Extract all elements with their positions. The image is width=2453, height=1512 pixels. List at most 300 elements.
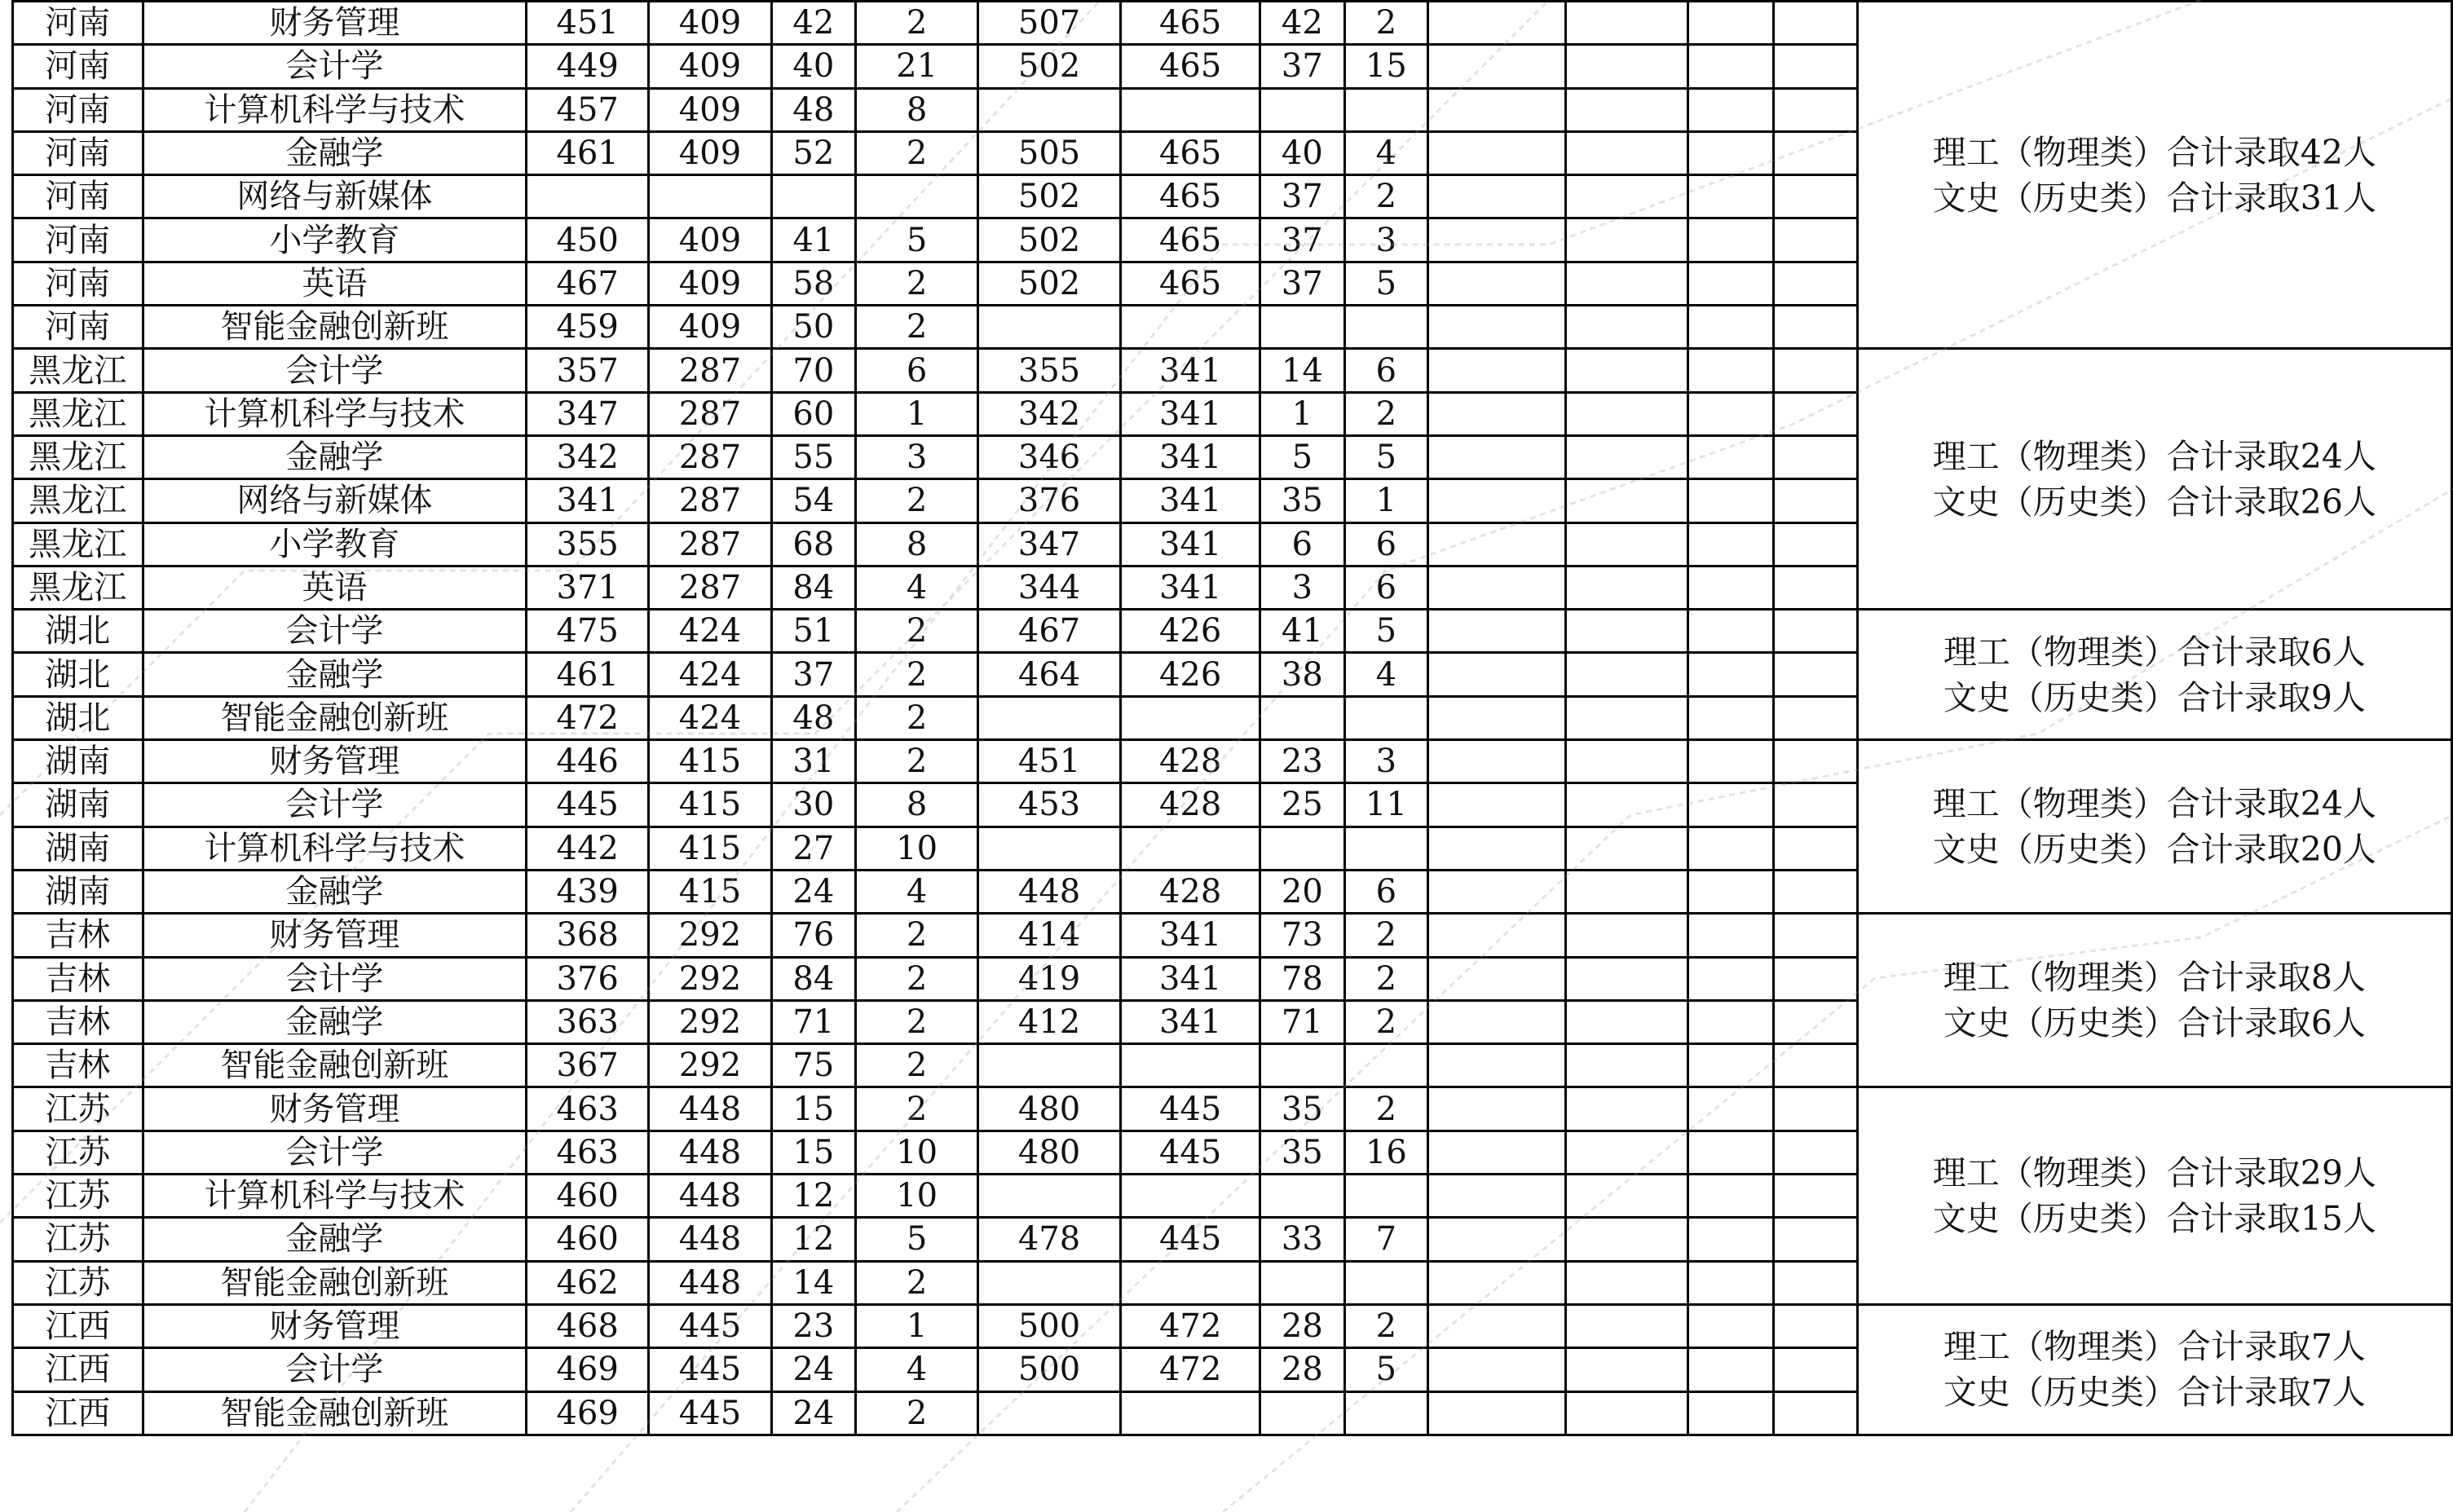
empty-cell: [1566, 1261, 1688, 1304]
empty-cell: [1773, 1131, 1857, 1174]
phys-score-cell: 371: [527, 566, 649, 609]
empty-cell: [1688, 914, 1773, 957]
hist-diff-cell: 37: [1260, 45, 1344, 88]
hist-diff-cell: 71: [1260, 1000, 1344, 1043]
hist-score-cell: 376: [978, 479, 1121, 522]
hist-count-cell: 5: [1344, 610, 1427, 653]
empty-cell: [1566, 1131, 1688, 1174]
empty-cell: [1428, 2, 1566, 45]
hist-count-cell: 2: [1344, 1000, 1427, 1043]
hist-diff-cell: 28: [1260, 1348, 1344, 1391]
empty-cell: [1773, 218, 1857, 262]
major-cell: 会计学: [143, 1348, 526, 1391]
empty-cell: [1566, 131, 1688, 174]
hist-control-line-cell: [1121, 88, 1260, 131]
empty-cell: [1428, 1348, 1566, 1391]
hist-count-cell: 5: [1344, 262, 1427, 305]
hist-diff-cell: 37: [1260, 218, 1344, 262]
hist-diff-cell: 20: [1260, 870, 1344, 913]
hist-control-line-cell: 341: [1121, 914, 1260, 957]
hist-score-cell: [978, 1175, 1121, 1218]
empty-cell: [1428, 131, 1566, 174]
phys-control-line-cell: 292: [649, 1044, 771, 1087]
province-cell: 河南: [13, 175, 143, 218]
phys-diff-cell: 40: [771, 45, 855, 88]
empty-cell: [1688, 740, 1773, 783]
phys-count-cell: 2: [856, 1391, 978, 1435]
phys-control-line-cell: 445: [649, 1391, 771, 1435]
hist-diff-cell: 1: [1260, 392, 1344, 435]
phys-diff-cell: [771, 175, 855, 218]
phys-count-cell: 2: [856, 696, 978, 739]
hist-count-cell: [1344, 1261, 1427, 1304]
province-cell: 湖北: [13, 610, 143, 653]
phys-diff-cell: 42: [771, 2, 855, 45]
major-cell: 小学教育: [143, 218, 526, 262]
province-cell: 黑龙江: [13, 392, 143, 435]
empty-cell: [1688, 88, 1773, 131]
phys-count-cell: 2: [856, 1000, 978, 1043]
hist-diff-cell: 35: [1260, 1131, 1344, 1174]
admission-summary-line: 文史（历史类）合计录取7人: [1943, 1373, 2366, 1413]
empty-cell: [1428, 783, 1566, 827]
empty-cell: [1566, 479, 1688, 522]
hist-count-cell: 1: [1344, 479, 1427, 522]
province-cell: 湖北: [13, 696, 143, 739]
hist-count-cell: [1344, 696, 1427, 739]
empty-cell: [1688, 522, 1773, 566]
hist-control-line-cell: 472: [1121, 1348, 1260, 1391]
empty-cell: [1566, 696, 1688, 739]
province-cell: 吉林: [13, 957, 143, 1000]
admission-summary-line: 理工（物理类）合计录取7人: [1943, 1327, 2366, 1367]
hist-count-cell: [1344, 88, 1427, 131]
hist-count-cell: 2: [1344, 392, 1427, 435]
hist-count-cell: 6: [1344, 566, 1427, 609]
hist-score-cell: 502: [978, 262, 1121, 305]
major-cell: 财务管理: [143, 914, 526, 957]
admission-summary-cell: [1857, 349, 2451, 610]
admission-summary-line: 理工（物理类）合计录取8人: [1943, 958, 2366, 998]
hist-score-cell: 342: [978, 392, 1121, 435]
hist-score-cell: [978, 306, 1121, 349]
phys-control-line-cell: 409: [649, 131, 771, 174]
hist-control-line-cell: [1121, 1261, 1260, 1304]
hist-control-line-cell: [1121, 306, 1260, 349]
phys-diff-cell: 50: [771, 306, 855, 349]
phys-count-cell: [856, 175, 978, 218]
empty-cell: [1773, 653, 1857, 696]
phys-score-cell: 468: [527, 1304, 649, 1347]
phys-diff-cell: 70: [771, 349, 855, 392]
hist-control-line-cell: 341: [1121, 957, 1260, 1000]
hist-count-cell: 2: [1344, 1304, 1427, 1347]
hist-control-line-cell: [1121, 696, 1260, 739]
empty-cell: [1566, 1087, 1688, 1131]
hist-diff-cell: 28: [1260, 1304, 1344, 1347]
province-cell: 黑龙江: [13, 566, 143, 609]
major-cell: 金融学: [143, 653, 526, 696]
empty-cell: [1773, 522, 1857, 566]
empty-cell: [1428, 696, 1566, 739]
hist-score-cell: 464: [978, 653, 1121, 696]
hist-diff-cell: 37: [1260, 175, 1344, 218]
province-cell: 江西: [13, 1304, 143, 1347]
table-row: [13, 2, 2452, 45]
phys-count-cell: 2: [856, 131, 978, 174]
empty-cell: [1773, 1391, 1857, 1435]
empty-cell: [1773, 306, 1857, 349]
province-cell: 黑龙江: [13, 522, 143, 566]
phys-control-line-cell: 448: [649, 1218, 771, 1261]
phys-diff-cell: 30: [771, 783, 855, 827]
province-cell: 江苏: [13, 1218, 143, 1261]
hist-diff-cell: 35: [1260, 479, 1344, 522]
phys-score-cell: 451: [527, 2, 649, 45]
hist-diff-cell: 35: [1260, 1087, 1344, 1131]
phys-count-cell: 2: [856, 914, 978, 957]
hist-diff-cell: 38: [1260, 653, 1344, 696]
empty-cell: [1566, 522, 1688, 566]
hist-control-line-cell: 465: [1121, 131, 1260, 174]
empty-cell: [1773, 392, 1857, 435]
phys-score-cell: 442: [527, 827, 649, 870]
phys-diff-cell: 27: [771, 827, 855, 870]
empty-cell: [1688, 2, 1773, 45]
table-row: [13, 349, 2452, 392]
empty-cell: [1428, 349, 1566, 392]
hist-count-cell: 3: [1344, 218, 1427, 262]
hist-score-cell: 502: [978, 45, 1121, 88]
phys-score-cell: 367: [527, 1044, 649, 1087]
empty-cell: [1566, 566, 1688, 609]
phys-score-cell: 472: [527, 696, 649, 739]
empty-cell: [1773, 1348, 1857, 1391]
hist-control-line-cell: 341: [1121, 479, 1260, 522]
phys-control-line-cell: 415: [649, 783, 771, 827]
empty-cell: [1428, 1131, 1566, 1174]
phys-diff-cell: 60: [771, 392, 855, 435]
major-cell: 财务管理: [143, 740, 526, 783]
hist-diff-cell: [1260, 1044, 1344, 1087]
empty-cell: [1688, 175, 1773, 218]
admission-summary-line: 理工（物理类）合计录取6人: [1943, 632, 2366, 672]
phys-diff-cell: 48: [771, 696, 855, 739]
major-cell: 会计学: [143, 957, 526, 1000]
phys-count-cell: 2: [856, 740, 978, 783]
empty-cell: [1773, 696, 1857, 739]
major-cell: 网络与新媒体: [143, 175, 526, 218]
phys-score-cell: 363: [527, 1000, 649, 1043]
phys-control-line-cell: 409: [649, 88, 771, 131]
hist-diff-cell: 41: [1260, 610, 1344, 653]
province-cell: 吉林: [13, 1044, 143, 1087]
phys-score-cell: 439: [527, 870, 649, 913]
phys-score-cell: 341: [527, 479, 649, 522]
phys-count-cell: 2: [856, 610, 978, 653]
hist-control-line-cell: 341: [1121, 1000, 1260, 1043]
empty-cell: [1566, 783, 1688, 827]
hist-count-cell: 2: [1344, 2, 1427, 45]
phys-score-cell: 467: [527, 262, 649, 305]
hist-diff-cell: 6: [1260, 522, 1344, 566]
admission-summary-cell: [1857, 2, 2451, 349]
phys-count-cell: 4: [856, 870, 978, 913]
hist-score-cell: 502: [978, 175, 1121, 218]
major-cell: 金融学: [143, 435, 526, 478]
hist-count-cell: 5: [1344, 435, 1427, 478]
empty-cell: [1566, 740, 1688, 783]
table-body: [13, 2, 2452, 1435]
hist-diff-cell: 5: [1260, 435, 1344, 478]
phys-diff-cell: 68: [771, 522, 855, 566]
major-cell: 会计学: [143, 45, 526, 88]
hist-count-cell: 2: [1344, 914, 1427, 957]
hist-score-cell: [978, 696, 1121, 739]
hist-control-line-cell: 465: [1121, 2, 1260, 45]
hist-score-cell: 480: [978, 1087, 1121, 1131]
phys-score-cell: 461: [527, 653, 649, 696]
phys-count-cell: 3: [856, 435, 978, 478]
empty-cell: [1566, 914, 1688, 957]
empty-cell: [1773, 1000, 1857, 1043]
hist-score-cell: [978, 1391, 1121, 1435]
hist-score-cell: 355: [978, 349, 1121, 392]
hist-count-cell: [1344, 1391, 1427, 1435]
admission-summary-line: 文史（历史类）合计录取31人: [1932, 178, 2376, 218]
empty-cell: [1773, 1087, 1857, 1131]
hist-control-line-cell: 445: [1121, 1218, 1260, 1261]
empty-cell: [1688, 306, 1773, 349]
empty-cell: [1428, 1304, 1566, 1347]
hist-count-cell: 6: [1344, 870, 1427, 913]
empty-cell: [1566, 610, 1688, 653]
hist-control-line-cell: 445: [1121, 1087, 1260, 1131]
empty-cell: [1566, 1044, 1688, 1087]
empty-cell: [1566, 392, 1688, 435]
phys-score-cell: 469: [527, 1348, 649, 1391]
major-cell: 金融学: [143, 1218, 526, 1261]
province-cell: 黑龙江: [13, 349, 143, 392]
phys-count-cell: 8: [856, 88, 978, 131]
phys-diff-cell: 54: [771, 479, 855, 522]
hist-score-cell: 414: [978, 914, 1121, 957]
empty-cell: [1688, 479, 1773, 522]
empty-cell: [1566, 1348, 1688, 1391]
phys-control-line-cell: 409: [649, 2, 771, 45]
hist-count-cell: 5: [1344, 1348, 1427, 1391]
major-cell: 会计学: [143, 1131, 526, 1174]
major-cell: 财务管理: [143, 2, 526, 45]
hist-score-cell: 505: [978, 131, 1121, 174]
phys-diff-cell: 15: [771, 1087, 855, 1131]
empty-cell: [1773, 740, 1857, 783]
phys-control-line-cell: 292: [649, 914, 771, 957]
empty-cell: [1428, 1044, 1566, 1087]
phys-control-line-cell: 409: [649, 45, 771, 88]
phys-control-line-cell: [649, 175, 771, 218]
phys-control-line-cell: 287: [649, 479, 771, 522]
phys-diff-cell: 48: [771, 88, 855, 131]
hist-count-cell: 16: [1344, 1131, 1427, 1174]
province-cell: 湖南: [13, 870, 143, 913]
hist-score-cell: 453: [978, 783, 1121, 827]
empty-cell: [1773, 349, 1857, 392]
hist-diff-cell: [1260, 1175, 1344, 1218]
major-cell: 金融学: [143, 131, 526, 174]
empty-cell: [1773, 1304, 1857, 1347]
province-cell: 河南: [13, 218, 143, 262]
province-cell: 黑龙江: [13, 479, 143, 522]
hist-control-line-cell: [1121, 1044, 1260, 1087]
hist-diff-cell: [1260, 1261, 1344, 1304]
empty-cell: [1566, 870, 1688, 913]
phys-score-cell: 461: [527, 131, 649, 174]
empty-cell: [1566, 1000, 1688, 1043]
major-cell: 网络与新媒体: [143, 479, 526, 522]
empty-cell: [1428, 435, 1566, 478]
empty-cell: [1428, 740, 1566, 783]
phys-score-cell: 446: [527, 740, 649, 783]
hist-count-cell: 11: [1344, 783, 1427, 827]
empty-cell: [1428, 175, 1566, 218]
phys-control-line-cell: 409: [649, 218, 771, 262]
empty-cell: [1566, 827, 1688, 870]
empty-cell: [1566, 2, 1688, 45]
phys-diff-cell: 76: [771, 914, 855, 957]
hist-control-line-cell: 465: [1121, 175, 1260, 218]
phys-diff-cell: 84: [771, 957, 855, 1000]
phys-count-cell: 2: [856, 653, 978, 696]
hist-count-cell: 3: [1344, 740, 1427, 783]
hist-control-line-cell: 472: [1121, 1304, 1260, 1347]
phys-count-cell: 2: [856, 1087, 978, 1131]
admission-summary-line: 文史（历史类）合计录取26人: [1932, 482, 2376, 522]
empty-cell: [1688, 1087, 1773, 1131]
empty-cell: [1566, 175, 1688, 218]
hist-control-line-cell: 426: [1121, 653, 1260, 696]
empty-cell: [1688, 1044, 1773, 1087]
phys-diff-cell: 15: [771, 1131, 855, 1174]
empty-cell: [1688, 1218, 1773, 1261]
province-cell: 河南: [13, 131, 143, 174]
empty-cell: [1773, 914, 1857, 957]
phys-count-cell: 4: [856, 566, 978, 609]
phys-score-cell: 445: [527, 783, 649, 827]
phys-diff-cell: 12: [771, 1175, 855, 1218]
hist-diff-cell: [1260, 1391, 1344, 1435]
phys-control-line-cell: 292: [649, 957, 771, 1000]
empty-cell: [1688, 1261, 1773, 1304]
empty-cell: [1688, 1348, 1773, 1391]
phys-diff-cell: 24: [771, 1348, 855, 1391]
empty-cell: [1688, 349, 1773, 392]
empty-cell: [1428, 1175, 1566, 1218]
province-cell: 吉林: [13, 1000, 143, 1043]
table-row: [13, 914, 2452, 957]
empty-cell: [1428, 566, 1566, 609]
empty-cell: [1566, 1391, 1688, 1435]
phys-diff-cell: 51: [771, 610, 855, 653]
phys-control-line-cell: 287: [649, 392, 771, 435]
empty-cell: [1688, 827, 1773, 870]
hist-control-line-cell: [1121, 1391, 1260, 1435]
major-cell: 财务管理: [143, 1304, 526, 1347]
major-cell: 英语: [143, 566, 526, 609]
empty-cell: [1688, 1131, 1773, 1174]
empty-cell: [1688, 957, 1773, 1000]
hist-score-cell: 346: [978, 435, 1121, 478]
hist-count-cell: [1344, 306, 1427, 349]
hist-score-cell: [978, 88, 1121, 131]
empty-cell: [1428, 522, 1566, 566]
empty-cell: [1566, 88, 1688, 131]
phys-score-cell: 475: [527, 610, 649, 653]
empty-cell: [1773, 2, 1857, 45]
hist-diff-cell: [1260, 306, 1344, 349]
phys-count-cell: 2: [856, 262, 978, 305]
hist-count-cell: 15: [1344, 45, 1427, 88]
phys-control-line-cell: 415: [649, 870, 771, 913]
hist-count-cell: 4: [1344, 653, 1427, 696]
empty-cell: [1566, 45, 1688, 88]
empty-cell: [1688, 696, 1773, 739]
empty-cell: [1566, 1175, 1688, 1218]
phys-score-cell: 457: [527, 88, 649, 131]
hist-count-cell: [1344, 827, 1427, 870]
hist-score-cell: 451: [978, 740, 1121, 783]
phys-count-cell: 2: [856, 1044, 978, 1087]
admission-summary-cell: [1857, 1304, 2451, 1435]
phys-control-line-cell: 287: [649, 522, 771, 566]
empty-cell: [1428, 827, 1566, 870]
phys-score-cell: 460: [527, 1218, 649, 1261]
hist-score-cell: 344: [978, 566, 1121, 609]
hist-control-line-cell: 426: [1121, 610, 1260, 653]
phys-score-cell: 347: [527, 392, 649, 435]
hist-diff-cell: 25: [1260, 783, 1344, 827]
table-row: [13, 740, 2452, 783]
major-cell: 智能金融创新班: [143, 1391, 526, 1435]
table-row: [13, 1087, 2452, 1131]
hist-diff-cell: [1260, 696, 1344, 739]
empty-cell: [1566, 218, 1688, 262]
admission-summary-line: 理工（物理类）合计录取29人: [1932, 1153, 2376, 1193]
empty-cell: [1773, 175, 1857, 218]
empty-cell: [1566, 957, 1688, 1000]
admission-summary-line: 文史（历史类）合计录取9人: [1943, 677, 2366, 717]
phys-control-line-cell: 415: [649, 827, 771, 870]
empty-cell: [1428, 45, 1566, 88]
phys-diff-cell: 52: [771, 131, 855, 174]
empty-cell: [1773, 88, 1857, 131]
phys-score-cell: 342: [527, 435, 649, 478]
hist-score-cell: [978, 827, 1121, 870]
table-row: [13, 1304, 2452, 1347]
hist-diff-cell: [1260, 827, 1344, 870]
phys-count-cell: 2: [856, 1261, 978, 1304]
empty-cell: [1428, 653, 1566, 696]
phys-score-cell: 469: [527, 1391, 649, 1435]
empty-cell: [1566, 1218, 1688, 1261]
empty-cell: [1428, 262, 1566, 305]
phys-count-cell: 5: [856, 218, 978, 262]
phys-diff-cell: 24: [771, 870, 855, 913]
phys-count-cell: 2: [856, 479, 978, 522]
phys-score-cell: 368: [527, 914, 649, 957]
admission-summary-cell: [1857, 1087, 2451, 1304]
empty-cell: [1688, 1175, 1773, 1218]
